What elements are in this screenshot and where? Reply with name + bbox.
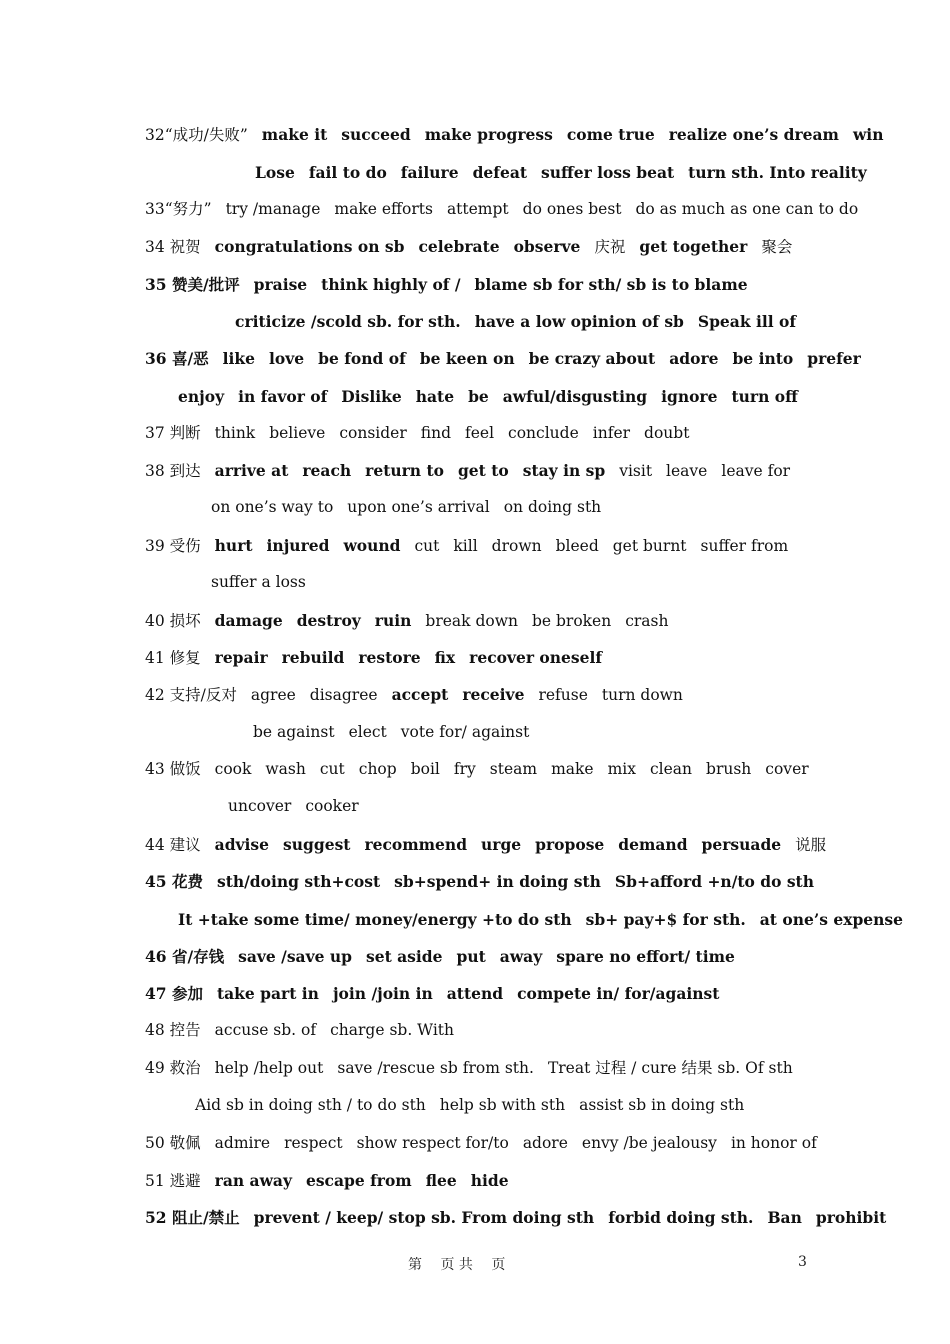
vocab-term: wound: [343, 536, 401, 555]
entry-heading: 46 省/存钱: [145, 947, 225, 966]
entry-heading: 39 受伤: [145, 537, 201, 555]
vocab-term: reach: [302, 461, 352, 480]
vocab-term: fix: [434, 648, 456, 667]
vocab-term: sb+ pay+$ for sth.: [585, 910, 746, 929]
vocab-term: suffer a loss: [211, 573, 306, 591]
vocab-term: believe: [269, 424, 326, 442]
vocab-line: [145, 426, 703, 442]
entry-heading: 40 损坏: [145, 612, 201, 630]
vocab-term: do as much as one can to do: [635, 200, 859, 218]
vocab-term: come true: [566, 125, 655, 144]
vocab-term: in honor of: [730, 1134, 817, 1152]
vocab-term: help sb with sth: [439, 1096, 566, 1114]
vocab-term: Sb+afford +n/to do sth: [614, 872, 814, 891]
vocab-term: think highly of /: [321, 275, 461, 294]
vocab-term: cut: [319, 760, 345, 778]
vocab-term: at one’s expense: [759, 910, 904, 929]
vocab-term: assist sb in doing sth: [579, 1096, 745, 1114]
vocab-term: drown: [491, 537, 542, 555]
vocab-term: envy /be jealousy: [581, 1134, 717, 1152]
vocab-term: adore: [669, 349, 719, 368]
vocab-term: agree: [250, 686, 296, 704]
page-number: 3: [798, 1254, 807, 1270]
vocab-term: restore: [358, 648, 421, 667]
vocab-line: [145, 687, 697, 704]
vocab-term: Treat 过程 / cure 结果 sb. Of sth: [547, 1059, 793, 1077]
vocab-term: get to: [457, 461, 509, 480]
vocab-term: prefer: [807, 349, 861, 368]
vocab-term: destroy: [296, 611, 361, 630]
vocab-term: succeed: [341, 125, 411, 144]
vocab-term: feel: [465, 424, 495, 442]
vocab-term: be into: [732, 349, 794, 368]
entry-heading: 48 控告: [145, 1021, 201, 1039]
vocab-term: spare no effort/ time: [556, 947, 735, 966]
vocab-term: attend: [446, 984, 504, 1003]
entry-heading: 49 救治: [145, 1059, 201, 1077]
entry-heading: 42 支持/反对: [145, 686, 237, 704]
vocab-term: prevent / keep/ stop sb. From doing sth: [253, 1208, 595, 1227]
vocab-term: injured: [266, 536, 330, 555]
vocab-line: [195, 1098, 758, 1114]
entry-heading: 41 修复: [145, 649, 201, 667]
vocab-term: show respect for/to: [356, 1134, 509, 1152]
vocab-line: [145, 1136, 831, 1152]
vocab-term: join /join in: [332, 984, 433, 1003]
vocab-term: find: [420, 424, 451, 442]
vocab-term: Aid sb in doing sth / to do sth: [195, 1096, 426, 1114]
entry-heading: 32“成功/失败”: [145, 126, 248, 144]
vocab-term: Ban: [767, 1208, 802, 1227]
vocab-term: ruin: [374, 611, 412, 630]
vocab-term: mix: [607, 760, 636, 778]
vocab-term: observe: [513, 237, 581, 256]
vocab-term: chop: [358, 760, 397, 778]
vocab-line: [145, 650, 616, 667]
vocab-term: ran away: [214, 1171, 292, 1190]
vocab-term: make: [551, 760, 594, 778]
vocab-line: [255, 165, 881, 182]
vocab-term: win: [852, 125, 884, 144]
vocab-term: help /help out: [214, 1059, 324, 1077]
vocab-term: kill: [453, 537, 478, 555]
vocab-line: [145, 837, 840, 854]
entry-heading: 34 祝贺: [145, 238, 201, 256]
vocab-line: [145, 762, 823, 778]
vocab-term: be crazy about: [528, 349, 656, 368]
vocab-term: steam: [489, 760, 538, 778]
vocab-line: [145, 1023, 468, 1039]
vocab-term: respect: [284, 1134, 343, 1152]
entry-heading: 33“努力”: [145, 200, 212, 218]
vocab-term: charge sb. With: [330, 1021, 455, 1039]
vocab-term: do ones best: [522, 200, 622, 218]
vocab-term: advise: [214, 835, 270, 854]
vocab-term: think: [214, 424, 256, 442]
vocab-term: It +take some time/ money/energy +to do sth: [178, 910, 572, 929]
vocab-term: in favor of: [238, 387, 328, 406]
page-footer-label: 第 页 共 页: [408, 1257, 506, 1273]
vocab-term: turn down: [601, 686, 683, 704]
vocab-term: sth/doing sth+cost: [216, 872, 381, 891]
vocab-term: leave for: [721, 462, 791, 480]
vocab-term: realize one’s dream: [668, 125, 839, 144]
vocab-term: 说服: [795, 836, 827, 854]
vocab-term: save /save up: [238, 947, 352, 966]
vocab-term: make it: [261, 125, 328, 144]
vocab-term: demand: [618, 835, 688, 854]
vocab-term: attempt: [446, 200, 509, 218]
vocab-term: brush: [706, 760, 752, 778]
vocab-term: make progress: [424, 125, 553, 144]
vocab-line: [211, 500, 615, 516]
vocab-line: [253, 725, 543, 741]
entry-heading: 47 参加: [145, 984, 203, 1003]
vocab-term: suggest: [283, 835, 351, 854]
vocab-term: upon one’s arrival: [347, 498, 490, 516]
vocab-term: failure: [400, 163, 459, 182]
vocab-term: hurt: [214, 536, 253, 555]
vocab-term: save /rescue sb from sth.: [337, 1059, 534, 1077]
vocab-term: crash: [625, 612, 669, 630]
vocab-term: 聚会: [761, 238, 793, 256]
vocab-term: be keen on: [419, 349, 515, 368]
vocab-term: on doing sth: [503, 498, 602, 516]
vocab-term: boil: [410, 760, 440, 778]
vocab-line: [145, 1173, 523, 1190]
vocab-line: [145, 463, 804, 480]
vocab-term: suffer loss beat: [541, 163, 675, 182]
vocab-term: break down: [425, 612, 518, 630]
vocab-term: take part in: [216, 984, 319, 1003]
vocab-term: receive: [462, 685, 525, 704]
vocab-term: accuse sb. of: [214, 1021, 317, 1039]
vocab-term: turn off: [731, 387, 798, 406]
vocab-term: hate: [415, 387, 455, 406]
vocab-term: set aside: [365, 947, 443, 966]
vocab-term: bleed: [555, 537, 599, 555]
vocab-term: infer: [592, 424, 631, 442]
vocab-term: admire: [214, 1134, 271, 1152]
vocab-term: Dislike: [341, 387, 402, 406]
entry-heading: 51 逃避: [145, 1172, 201, 1190]
vocab-term: escape from: [305, 1171, 412, 1190]
vocab-term: love: [269, 349, 305, 368]
vocab-term: have a low opinion of sb: [474, 312, 684, 331]
entry-heading: 44 建议: [145, 836, 201, 854]
vocab-line: [145, 127, 897, 144]
vocab-term: cook: [214, 760, 252, 778]
vocab-term: ignore: [661, 387, 718, 406]
vocab-term: accept: [391, 685, 449, 704]
vocab-line: [145, 1061, 807, 1077]
vocab-term: awful/disgusting: [502, 387, 648, 406]
vocab-term: 庆祝: [594, 238, 626, 256]
vocab-term: flee: [425, 1171, 457, 1190]
vocab-term: repair: [214, 648, 268, 667]
vocab-line: [228, 799, 373, 815]
vocab-term: refuse: [538, 686, 588, 704]
vocab-term: doubt: [644, 424, 690, 442]
entry-heading: 43 做饭: [145, 760, 201, 778]
vocab-line: [145, 613, 682, 630]
vocab-term: make efforts: [334, 200, 433, 218]
vocab-line: [145, 202, 872, 218]
vocab-line: [145, 874, 828, 891]
vocab-term: cooker: [305, 797, 359, 815]
vocab-line: [178, 389, 812, 406]
vocab-term: elect: [348, 723, 387, 741]
entry-heading: 36 喜/恶: [145, 349, 209, 368]
entry-heading: 45 花费: [145, 872, 203, 891]
vocab-term: visit: [619, 462, 653, 480]
vocab-line: [145, 239, 806, 256]
vocab-term: hide: [470, 1171, 509, 1190]
vocab-term: turn sth. Into reality: [688, 163, 867, 182]
vocab-term: celebrate: [418, 237, 500, 256]
vocab-term: adore: [522, 1134, 568, 1152]
vocab-term: clean: [649, 760, 693, 778]
vocab-line: [145, 351, 875, 368]
vocab-line: [145, 986, 733, 1003]
vocab-line: [145, 1210, 900, 1227]
entry-heading: 52 阻止/禁止: [145, 1208, 240, 1227]
vocab-term: suffer from: [700, 537, 789, 555]
vocab-term: away: [499, 947, 543, 966]
vocab-term: propose: [535, 835, 605, 854]
vocab-term: forbid doing sth.: [608, 1208, 754, 1227]
vocab-term: be fond of: [318, 349, 406, 368]
vocab-term: enjoy: [178, 387, 225, 406]
vocab-term: get together: [639, 237, 748, 256]
vocab-term: recover oneself: [469, 648, 603, 667]
vocab-term: leave: [666, 462, 708, 480]
entry-heading: 38 到达: [145, 462, 201, 480]
vocab-line: [235, 314, 810, 331]
vocab-term: try /manage: [225, 200, 321, 218]
vocab-term: on one’s way to: [211, 498, 334, 516]
vocab-term: damage: [214, 611, 283, 630]
vocab-term: fry: [453, 760, 476, 778]
vocab-term: uncover: [228, 797, 292, 815]
vocab-term: cover: [765, 760, 809, 778]
vocab-term: Lose: [255, 163, 295, 182]
vocab-term: sb+spend+ in doing sth: [394, 872, 601, 891]
entry-heading: 50 敬佩: [145, 1134, 201, 1152]
vocab-term: persuade: [701, 835, 782, 854]
vocab-term: be: [468, 387, 489, 406]
vocab-term: like: [222, 349, 256, 368]
vocab-term: wash: [265, 760, 306, 778]
vocab-term: cut: [414, 537, 440, 555]
vocab-term: prohibit: [815, 1208, 887, 1227]
vocab-term: rebuild: [281, 648, 345, 667]
vocab-term: recommend: [364, 835, 468, 854]
vocab-line: [211, 575, 320, 591]
vocab-term: arrive at: [214, 461, 289, 480]
vocab-term: disagree: [309, 686, 378, 704]
vocab-term: congratulations on sb: [214, 237, 405, 256]
vocab-term: be broken: [531, 612, 612, 630]
vocab-term: compete in/ for/against: [517, 984, 720, 1003]
entry-heading: 37 判断: [145, 424, 201, 442]
vocab-line: [178, 912, 917, 929]
vocab-term: vote for/ against: [400, 723, 530, 741]
vocab-line: [145, 538, 802, 555]
vocab-term: stay in sp: [522, 461, 606, 480]
vocab-line: [145, 949, 749, 966]
vocab-term: urge: [481, 835, 522, 854]
vocab-term: get burnt: [612, 537, 687, 555]
entry-heading: 35 赞美/批评: [145, 275, 240, 294]
vocab-term: put: [456, 947, 486, 966]
vocab-term: consider: [339, 424, 407, 442]
vocab-term: return to: [365, 461, 444, 480]
vocab-term: praise: [253, 275, 308, 294]
vocab-term: fail to do: [308, 163, 387, 182]
vocab-term: criticize /scold sb. for sth.: [235, 312, 461, 331]
vocab-line: [145, 277, 762, 294]
vocab-term: conclude: [508, 424, 579, 442]
vocab-term: blame sb for sth/ sb is to blame: [474, 275, 748, 294]
vocab-term: defeat: [472, 163, 528, 182]
vocab-term: Speak ill of: [697, 312, 797, 331]
vocab-term: be against: [253, 723, 335, 741]
